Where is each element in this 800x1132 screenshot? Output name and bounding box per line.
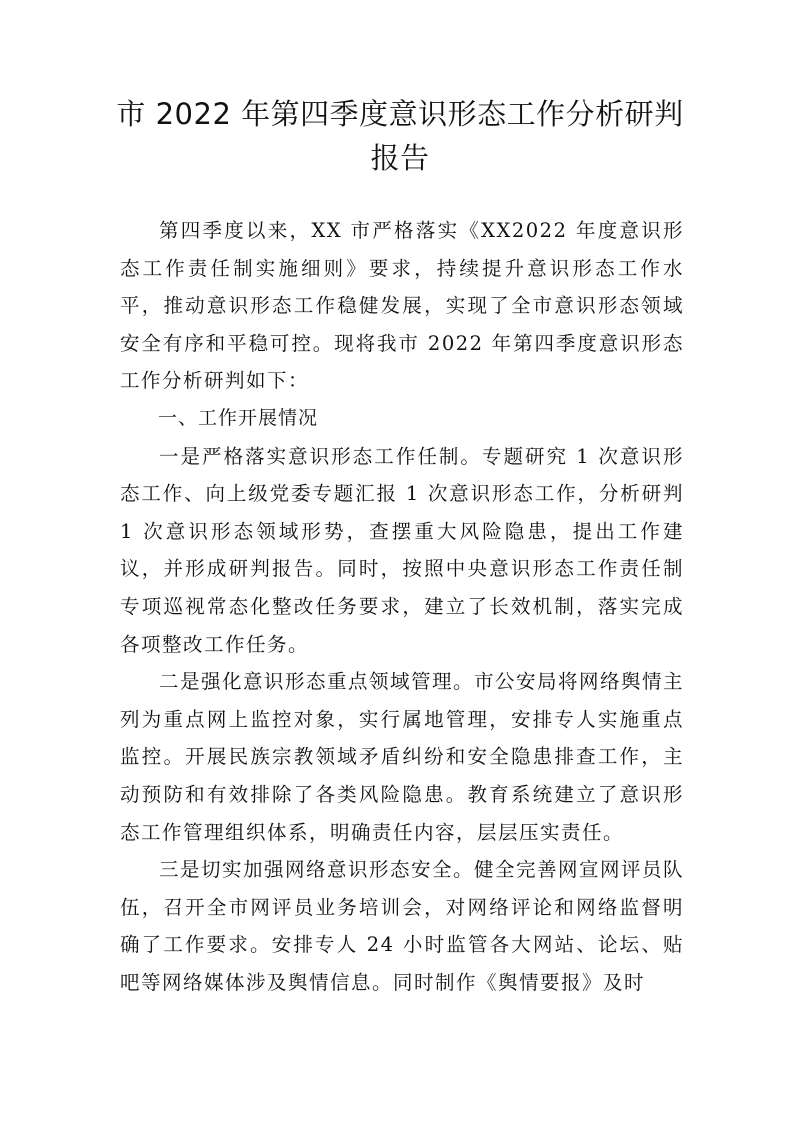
document-body <box>120 212 684 1001</box>
intro-paragraph: 第四季度以来，XX 市严格落实《XX2022 年度意识形态工作责任制实施细则》要求，持续提升意识形态工作水平，推动意识形态工作稳健发展，实现了全市意识形态领域安全有序和平稳可控。现将我市 2022 年第四季度意识形态工作分析研判如下： <box>120 219 684 393</box>
title-line-2: 报告 <box>370 141 430 175</box>
paragraph-network-security: 三是切实加强网络意识形态安全。健全完善网宣网评员队伍，召开全市网评员业务培训会，对网络评论和网络监督明确了工作要求。安排专人 24 小时监管各大网站、论坛、贴吧等网络媒体涉及舆情信息。同时制作《舆情要报》及时 <box>120 858 685 994</box>
document-title <box>100 92 700 180</box>
section-heading-work-progress: 一、工作开展情况 <box>158 406 319 429</box>
paragraph-key-areas: 二是强化意识形态重点领域管理。市公安局将网络舆情主列为重点网上监控对象，实行属地管理，安排专人实施重点监控。开展民族宗教领域矛盾纠纷和安全隐患排查工作，主动预防和有效排除了各类风险隐患。教育系统建立了意识形态工作管理组织体系，明确责任内容，层层压实责任。 <box>120 670 685 844</box>
paragraph-responsibility: 一是严格落实意识形态工作任制。专题研究 1 次意识形态工作、向上级党委专题汇报 1 次意识形态工作，分析研判 1 次意识形态领域形势，查摆重大风险隐患，提出工作建议，并形成研判报告。同时，按照中央意识形态工作责任制专项巡视常态化整改任务要求，建立了长效机制，落实完成各项整改工作任务。 <box>120 444 684 656</box>
title-line-1: 市 2022 年第四季度意识形态工作分析研判 <box>116 97 684 131</box>
